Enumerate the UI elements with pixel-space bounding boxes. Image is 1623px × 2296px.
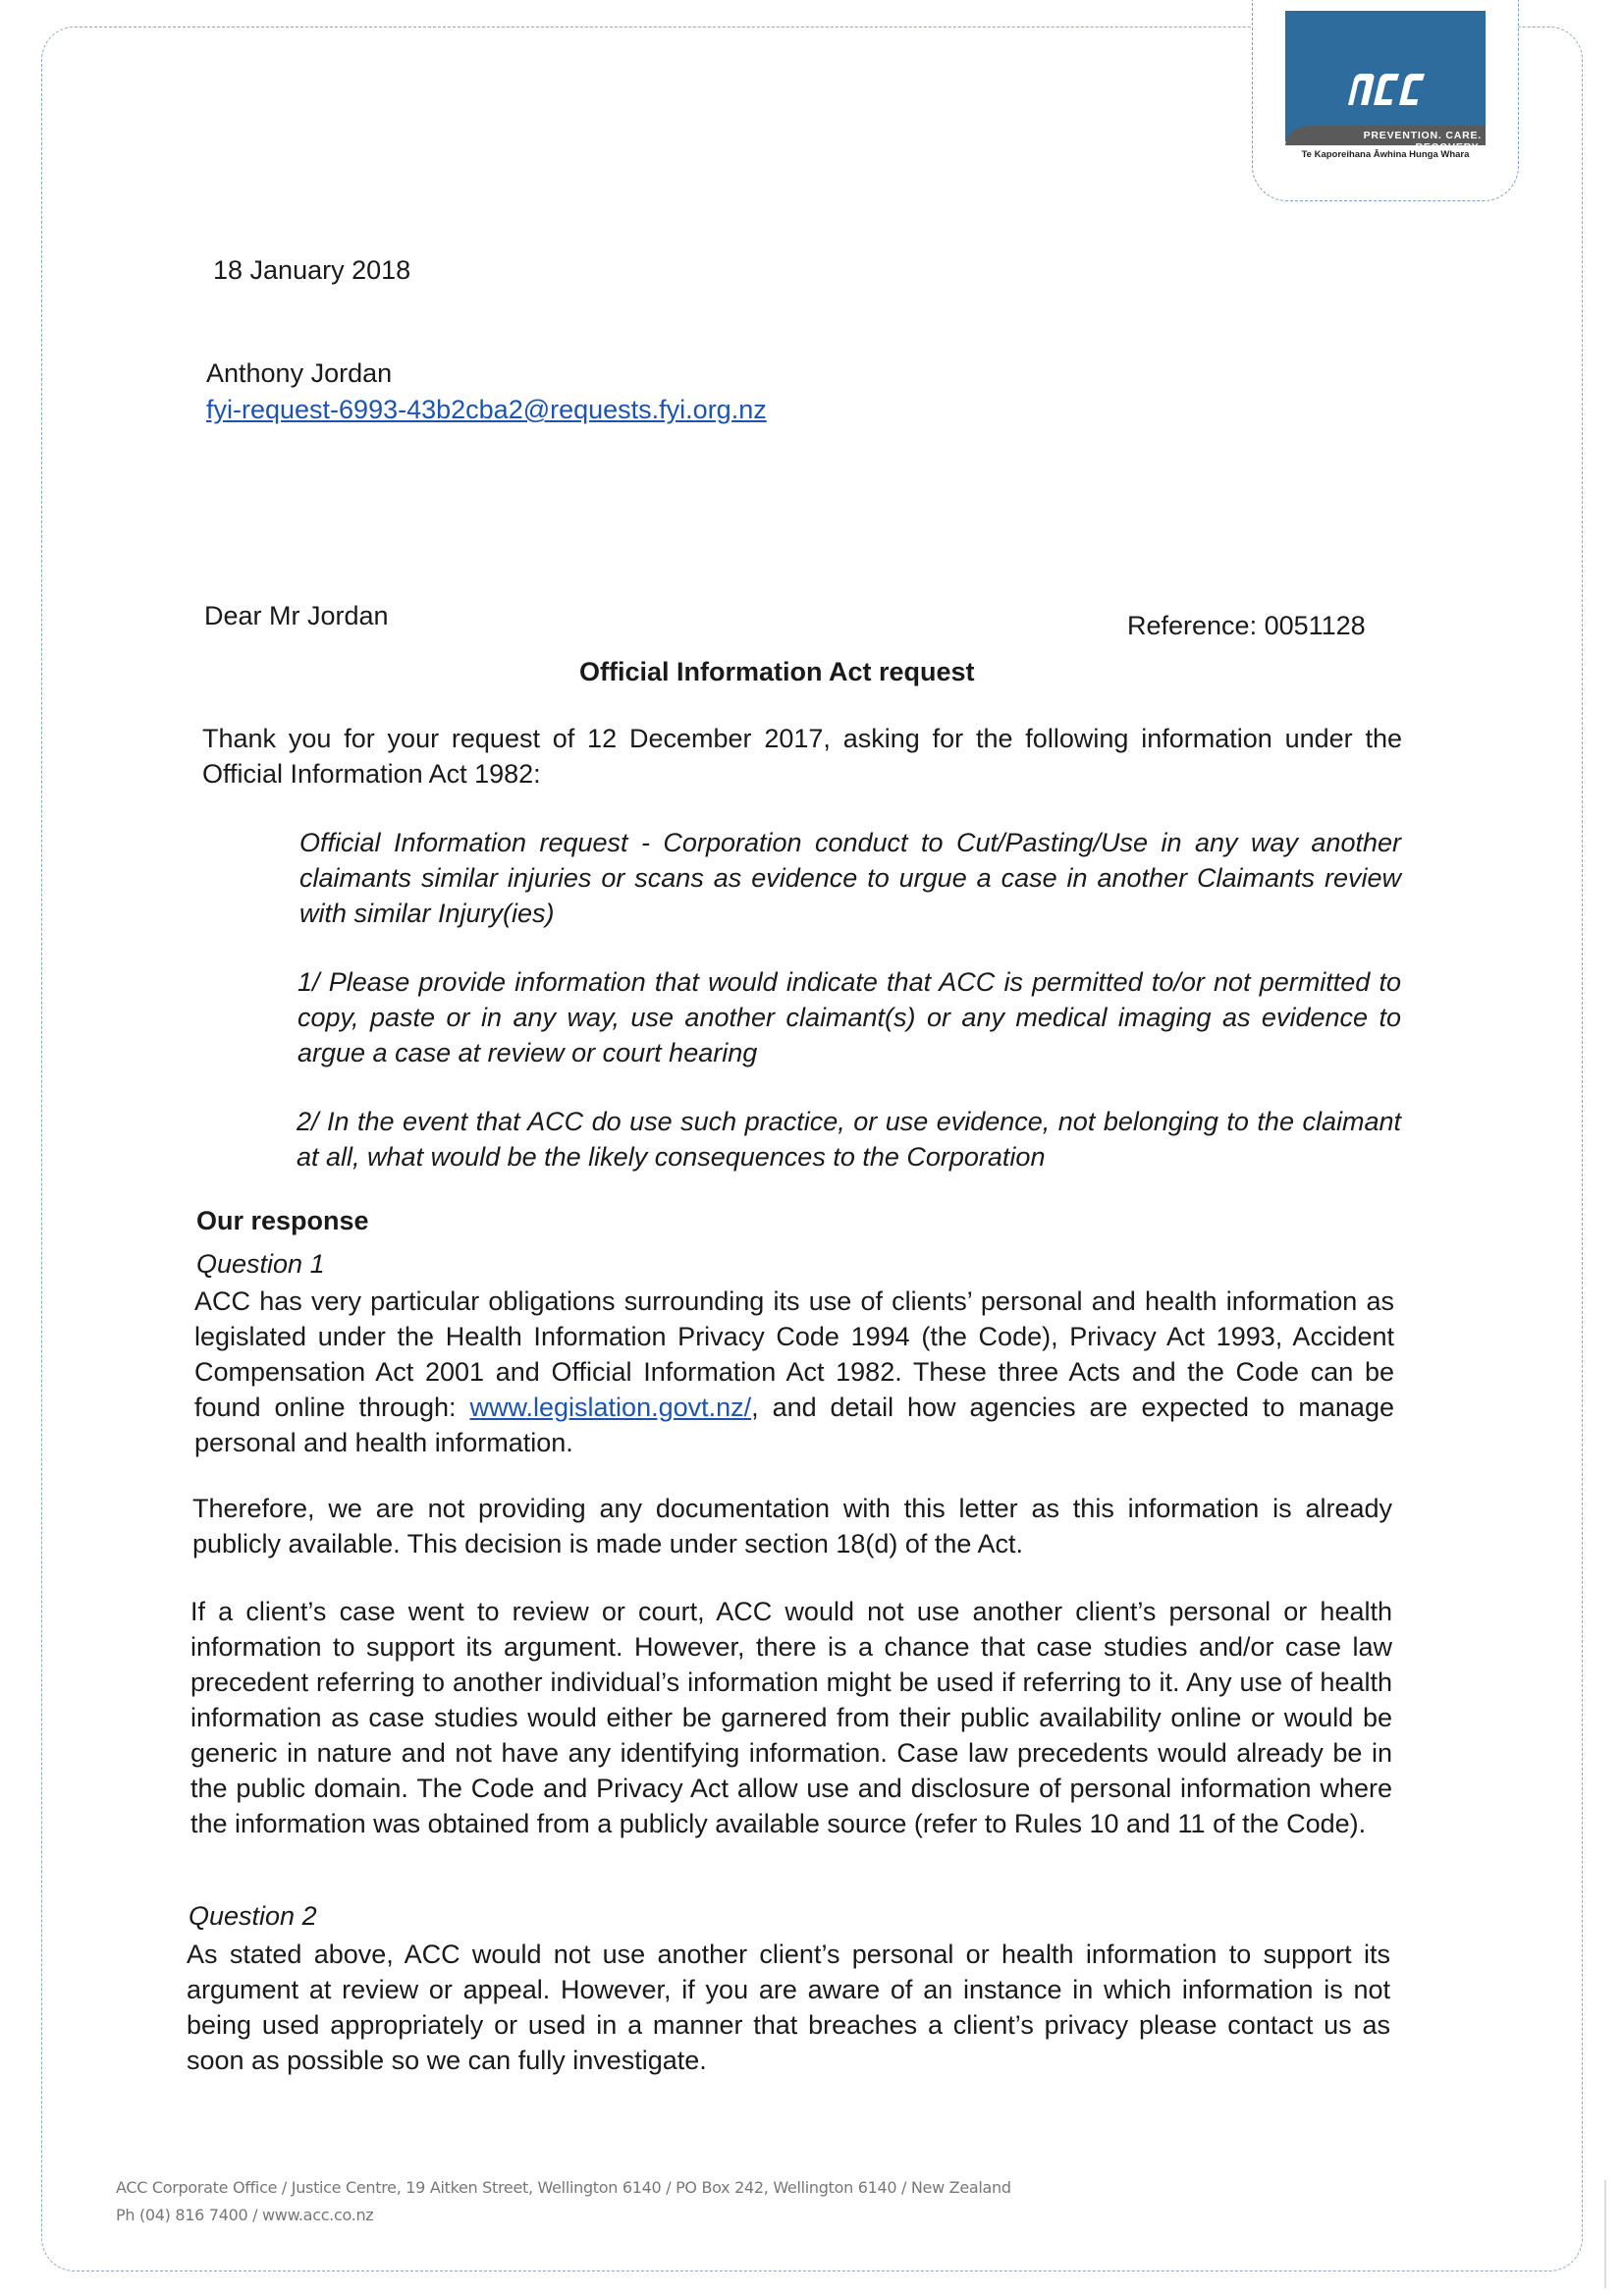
q1-text-after-link: , and detail how agencies are expected to manage personal and health information. xyxy=(194,1393,1394,1457)
reference-number: Reference: 0051128 xyxy=(1127,611,1366,640)
footer-address: ACC Corporate Office / Justice Centre, 19 Aitken Street, Wellington 6140 / PO Box 242, Wellington 6140 / New Zealand xyxy=(116,2178,1011,2197)
request-quote-2: 1/ Please provide information that would indicate that ACC is permitted to/or not permitted to copy, paste or in any way, use another claimant(s) or any medical imaging as evidence to argue a case at review or court hearing xyxy=(298,967,1401,1067)
question-1-paragraph-3: If a client’s case went to review or court, ACC would not use another client’s personal or health information to support its argument. However, there is a chance that case studies and/or case law precedent referring to another individual’s information might be used if referring to it. Any use of health information as case studies would either be garnered from their public availability online or would be generic in nature and not have any identifying information. Case law precedents would already be in the public domain. The Code and Privacy Act allow use and disclosure of personal information where the information was obtained from a publicly available source (refer to Rules 10 and 11 of the Code). xyxy=(190,1597,1392,1838)
letter-date: 18 January 2018 xyxy=(213,255,411,285)
recipient-name: Anthony Jordan xyxy=(206,358,393,388)
acc-wordmark-icon xyxy=(1344,72,1427,107)
question-2-label: Question 2 xyxy=(189,1901,317,1931)
question-1-label: Question 1 xyxy=(196,1249,325,1279)
salutation: Dear Mr Jordan xyxy=(204,601,389,630)
logo-slogan: PREVENTION. CARE. RECOVERY. xyxy=(1363,130,1482,153)
letter-title: Official Information Act request xyxy=(579,657,975,686)
recipient-email-link[interactable]: fyi-request-6993-43b2cba2@requests.fyi.org.nz xyxy=(206,395,767,424)
response-heading: Our response xyxy=(196,1206,369,1235)
logo-box xyxy=(1285,11,1486,141)
request-quote-3: 2/ In the event that ACC do use such practice, or use evidence, not belonging to the claimant at all, what would be the likely consequences to the Corporation xyxy=(297,1107,1401,1172)
question-1-paragraph-2: Therefore, we are not providing any documentation with this letter as this information is already publicly available. This decision is made under section 18(d) of the Act. xyxy=(192,1494,1392,1558)
acc-logo xyxy=(1285,11,1486,163)
question-2-paragraph: As stated above, ACC would not use another client’s personal or health information to support its argument at review or appeal. However, if you are aware of an instance in which information is not being used appropriately or used in a manner that breaches a client’s privacy please contact us as soon as possible so we can fully investigate. xyxy=(187,1940,1390,2075)
footer-contact: Ph (04) 816 7400 / www.acc.co.nz xyxy=(116,2206,374,2224)
scan-edge xyxy=(1604,2180,1606,2288)
logo-tagline: Te Kaporeihana Āwhina Hunga Whara xyxy=(1301,149,1470,160)
intro-paragraph: Thank you for your request of 12 December 2017, asking for the following information under the Official Information Act 1982: xyxy=(202,724,1402,789)
question-1-paragraph-1 xyxy=(194,1284,1394,1460)
legislation-link[interactable]: www.legislation.govt.nz/ xyxy=(469,1393,752,1422)
request-quote-1: Official Information request - Corporation conduct to Cut/Pasting/Use in any way another claimants similar injuries or scans as evidence to urgue a case in another Claimants review with similar Injury(ies) xyxy=(299,828,1401,928)
q1-text-before-link: ACC has very particular obligations surrounding its use of clients’ personal and health information as legislated under the Health Information Privacy Code 1994 (the Code), Privacy Act 1993, Accident Compensation Act 2001 and Official Information Act 1982. These three Acts and the Code can be found online through: xyxy=(194,1286,1394,1422)
